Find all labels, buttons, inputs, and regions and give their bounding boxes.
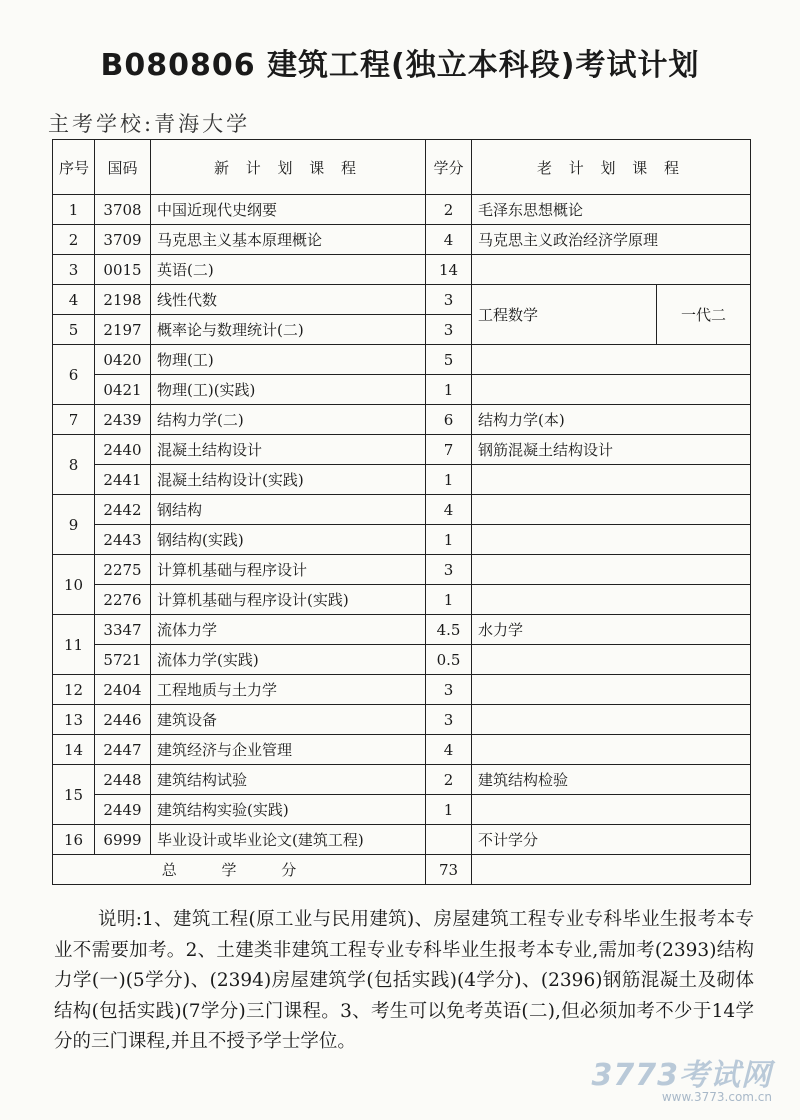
row-credit: 6 (426, 405, 472, 435)
table-row (53, 675, 751, 705)
table-row (53, 705, 751, 735)
host-school: 主考学校:青海大学 (48, 112, 251, 136)
row-credit: 5 (426, 345, 472, 375)
row-seq: 9 (53, 495, 95, 555)
row-course: 计算机基础与程序设计(实践) (151, 585, 426, 615)
row-code: 0421 (95, 375, 151, 405)
row-seq: 14 (53, 735, 95, 765)
row-old-course: 马克思主义政治经济学原理 (472, 225, 751, 255)
row-credit: 3 (426, 705, 472, 735)
row-old-course: 毛泽东思想概论 (472, 195, 751, 225)
row-course: 计算机基础与程序设计 (151, 555, 426, 585)
row-course: 物理(工)(实践) (151, 375, 426, 405)
row-course: 流体力学 (151, 615, 426, 645)
table-row (53, 285, 751, 315)
row-credit: 3 (426, 285, 472, 315)
table-row (53, 735, 751, 765)
row-code: 2275 (95, 555, 151, 585)
table-row (53, 615, 751, 645)
row-code: 2443 (95, 525, 151, 555)
row-code: 6999 (95, 825, 151, 855)
row-course: 混凝土结构设计(实践) (151, 465, 426, 495)
row-credit: 4 (426, 225, 472, 255)
row-seq: 1 (53, 195, 95, 225)
row-credit: 1 (426, 585, 472, 615)
row-seq: 15 (53, 765, 95, 825)
table-row (53, 495, 751, 525)
row-old-course (472, 735, 751, 765)
row-seq: 16 (53, 825, 95, 855)
row-code: 2441 (95, 465, 151, 495)
row-code: 2447 (95, 735, 151, 765)
table-row (53, 435, 751, 465)
row-seq: 7 (53, 405, 95, 435)
row-course: 建筑结构实验(实践) (151, 795, 426, 825)
row-old-course (472, 585, 751, 615)
header-credit: 学分 (426, 140, 472, 195)
row-credit: 4 (426, 495, 472, 525)
table-row (53, 375, 751, 405)
row-credit: 3 (426, 555, 472, 585)
row-course: 中国近现代史纲要 (151, 195, 426, 225)
row-course: 建筑经济与企业管理 (151, 735, 426, 765)
row-code: 2442 (95, 495, 151, 525)
table-row (53, 645, 751, 675)
row-code: 2276 (95, 585, 151, 615)
table-row (53, 795, 751, 825)
row-old-course: 建筑结构检验 (472, 765, 751, 795)
row-old-course (472, 645, 751, 675)
row-course: 建筑设备 (151, 705, 426, 735)
row-code: 5721 (95, 645, 151, 675)
exam-plan-table (52, 139, 751, 885)
row-credit (426, 825, 472, 855)
table-row (53, 195, 751, 225)
row-credit: 3 (426, 675, 472, 705)
row-code: 2440 (95, 435, 151, 465)
row-course: 马克思主义基本原理概论 (151, 225, 426, 255)
table-row (53, 555, 751, 585)
row-code: 2448 (95, 765, 151, 795)
row-old-course: 工程数学 (472, 285, 657, 345)
header-code: 国码 (95, 140, 151, 195)
row-credit: 1 (426, 795, 472, 825)
row-old-course: 结构力学(本) (472, 405, 751, 435)
row-credit: 7 (426, 435, 472, 465)
row-seq: 3 (53, 255, 95, 285)
row-old-course (472, 675, 751, 705)
row-code: 2449 (95, 795, 151, 825)
row-code: 2198 (95, 285, 151, 315)
row-old-course (472, 255, 751, 285)
row-old-course (472, 375, 751, 405)
row-old-course: 水力学 (472, 615, 751, 645)
row-course: 钢结构(实践) (151, 525, 426, 555)
row-code: 2446 (95, 705, 151, 735)
table-row (53, 405, 751, 435)
row-seq: 13 (53, 705, 95, 735)
row-course: 混凝土结构设计 (151, 435, 426, 465)
table-row (53, 225, 751, 255)
row-seq: 8 (53, 435, 95, 495)
row-old-course (472, 465, 751, 495)
row-course: 流体力学(实践) (151, 645, 426, 675)
total-row (53, 855, 751, 885)
row-old-course (472, 525, 751, 555)
watermark-url: www.3773.com.cn (661, 1090, 772, 1104)
row-credit: 2 (426, 195, 472, 225)
row-credit: 2 (426, 765, 472, 795)
row-course: 工程地质与土力学 (151, 675, 426, 705)
row-course: 建筑结构试验 (151, 765, 426, 795)
table-header-row (53, 140, 751, 195)
table-row (53, 765, 751, 795)
watermark-logo (592, 1050, 773, 1104)
header-new-course: 新 计 划 课 程 (151, 140, 426, 195)
row-old-course: 不计学分 (472, 825, 751, 855)
row-credit: 1 (426, 375, 472, 405)
row-credit: 14 (426, 255, 472, 285)
row-code: 3709 (95, 225, 151, 255)
row-course: 概率论与数理统计(二) (151, 315, 426, 345)
row-seq: 4 (53, 285, 95, 315)
row-credit: 0.5 (426, 645, 472, 675)
row-code: 2439 (95, 405, 151, 435)
row-old-course: 钢筋混凝土结构设计 (472, 435, 751, 465)
row-code: 2404 (95, 675, 151, 705)
row-credit: 1 (426, 525, 472, 555)
row-code: 0420 (95, 345, 151, 375)
row-credit: 4 (426, 735, 472, 765)
row-course: 结构力学(二) (151, 405, 426, 435)
row-code: 2197 (95, 315, 151, 345)
row-old-course (472, 345, 751, 375)
row-old-course (472, 495, 751, 525)
row-credit: 4.5 (426, 615, 472, 645)
row-seq: 10 (53, 555, 95, 615)
total-value: 73 (426, 855, 472, 885)
row-old-course (472, 555, 751, 585)
row-old-course (472, 795, 751, 825)
watermark-main: 3773考试网 (591, 1058, 772, 1093)
row-course: 毕业设计或毕业论文(建筑工程) (151, 825, 426, 855)
table-row (53, 585, 751, 615)
row-seq: 5 (53, 315, 95, 345)
row-course: 钢结构 (151, 495, 426, 525)
page-title: B080806 建筑工程(独立本科段)考试计划 (100, 48, 700, 83)
total-label: 总 学 分 (53, 855, 426, 885)
row-old-course (472, 705, 751, 735)
row-code: 0015 (95, 255, 151, 285)
row-course: 线性代数 (151, 285, 426, 315)
table-row (53, 255, 751, 285)
row-old-course-sub: 一代二 (657, 285, 751, 345)
table-row (53, 825, 751, 855)
row-code: 3708 (95, 195, 151, 225)
total-old-empty (472, 855, 751, 885)
header-seq: 序号 (53, 140, 95, 195)
row-course: 英语(二) (151, 255, 426, 285)
row-seq: 6 (53, 345, 95, 405)
header-old-course: 老 计 划 课 程 (472, 140, 751, 195)
table-row (53, 465, 751, 495)
table-row (53, 525, 751, 555)
row-credit: 3 (426, 315, 472, 345)
row-credit: 1 (426, 465, 472, 495)
row-course: 物理(工) (151, 345, 426, 375)
table-row (53, 345, 751, 375)
notes-paragraph: 说明:1、建筑工程(原工业与民用建筑)、房屋建筑工程专业专科毕业生报考本专业不需要加考。2、土建类非建筑工程专业专科毕业生报考本专业,需加考(2393)结构力学(一)(5学分)、(2394)房屋建筑学(包括实践)(4学分)、(2396)钢筋混凝土及砌体结构(包括实践)(7学分)三门课程。3、考生可以免考英语(二),但必须加考不少于14学分的三门课程,并且不授予学士学位。 (54, 909, 754, 1052)
row-seq: 12 (53, 675, 95, 705)
row-seq: 2 (53, 225, 95, 255)
row-seq: 11 (53, 615, 95, 675)
row-code: 3347 (95, 615, 151, 645)
